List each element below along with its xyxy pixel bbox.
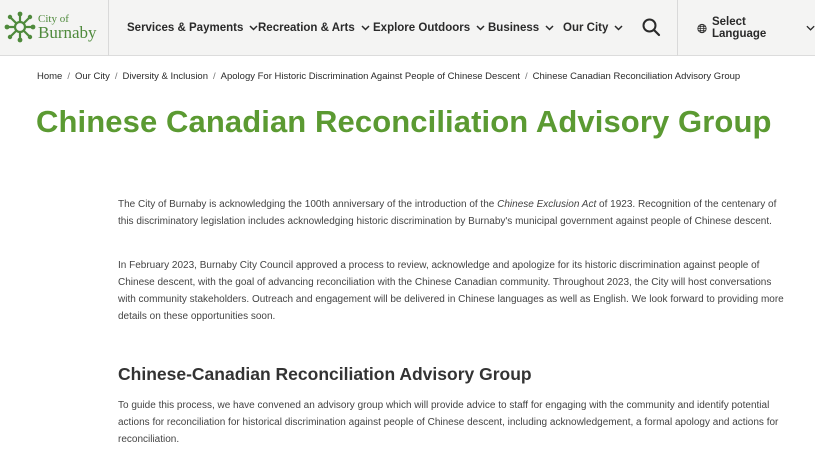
breadcrumb-separator: /	[525, 71, 528, 82]
logo-text	[38, 14, 97, 41]
chevron-down-icon	[614, 25, 623, 31]
breadcrumb-separator: /	[213, 71, 216, 82]
nav-label: Our City	[563, 22, 609, 34]
nav-label: Business	[488, 22, 540, 34]
chevron-down-icon	[361, 25, 370, 31]
breadcrumb	[37, 71, 740, 82]
header-divider	[108, 0, 109, 56]
logo-name: Burnaby	[38, 23, 97, 42]
breadcrumb-diversity-inclusion[interactable]: Diversity & Inclusion	[122, 71, 208, 82]
nav-services-payments[interactable]	[127, 0, 258, 56]
nav-label: Services & Payments	[127, 22, 244, 34]
breadcrumb-apology[interactable]: Apology For Historic Discrimination Against People of Chinese Descent	[220, 71, 521, 82]
site-header	[0, 0, 815, 56]
breadcrumb-current: Chinese Canadian Reconciliation Advisory Group	[532, 71, 741, 82]
intro-text-end: of 1923. Recognition of the centenary of this discriminatory legislation includes acknowledging historic discrimination by Burnaby's municipal government against people of Chinese descent.	[118, 199, 777, 227]
nav-recreation-arts[interactable]	[258, 0, 370, 56]
nav-explore-outdoors[interactable]	[373, 0, 485, 56]
nav-label: Recreation & Arts	[258, 22, 355, 34]
advisory-paragraph: To guide this process, we have convened an advisory group which will provide advice to staff for engaging with the community and identify potential actions for reconciliation for historical discrimination against people of Chinese descent, including acknowledgement, a formal apology and actions for reconciliation.	[118, 400, 779, 445]
nav-our-city[interactable]	[563, 0, 623, 56]
nav-label: Explore Outdoors	[373, 22, 471, 34]
breadcrumb-home[interactable]: Home	[37, 71, 63, 82]
chevron-down-icon	[249, 25, 258, 31]
chevron-down-icon	[476, 25, 485, 31]
language-selector[interactable]	[697, 0, 815, 56]
language-label: Select Language	[711, 16, 767, 40]
intro-paragraph	[118, 196, 790, 230]
chevron-down-icon	[806, 25, 815, 31]
breadcrumb-separator: /	[67, 71, 70, 82]
nav-business[interactable]	[488, 0, 554, 56]
site-logo[interactable]	[4, 9, 96, 47]
section-heading: Chinese-Canadian Reconciliation Advisory Group	[118, 364, 532, 384]
search-icon[interactable]	[641, 17, 661, 37]
breadcrumb-separator: /	[114, 71, 118, 82]
chevron-down-icon	[545, 25, 554, 31]
intro-text-start: The City of Burnaby is acknowledging the 100th anniversary of the introduction of the	[118, 199, 498, 210]
process-paragraph: In February 2023, Burnaby City Council approved a process to review, acknowledge and apologize for its historic discrimination against people of Chinese descent, with the goal of advancing reconciliation with the Chinese Canadian community. Throughout 2023, the City will host conversations with community stakeholders. Outreach and engagement will be delivered in Chinese languages as well as English. We look forward to providing more details on these opportunities soon.	[118, 260, 784, 322]
burnaby-emblem-icon	[4, 11, 36, 43]
breadcrumb-our-city[interactable]: Our City	[74, 71, 110, 82]
page-title: Chinese Canadian Reconciliation Advisory Group	[36, 104, 772, 139]
logo-city: City of	[38, 13, 69, 25]
globe-icon	[697, 23, 707, 34]
act-name: Chinese Exclusion Act	[497, 199, 597, 210]
header-divider	[677, 0, 678, 56]
